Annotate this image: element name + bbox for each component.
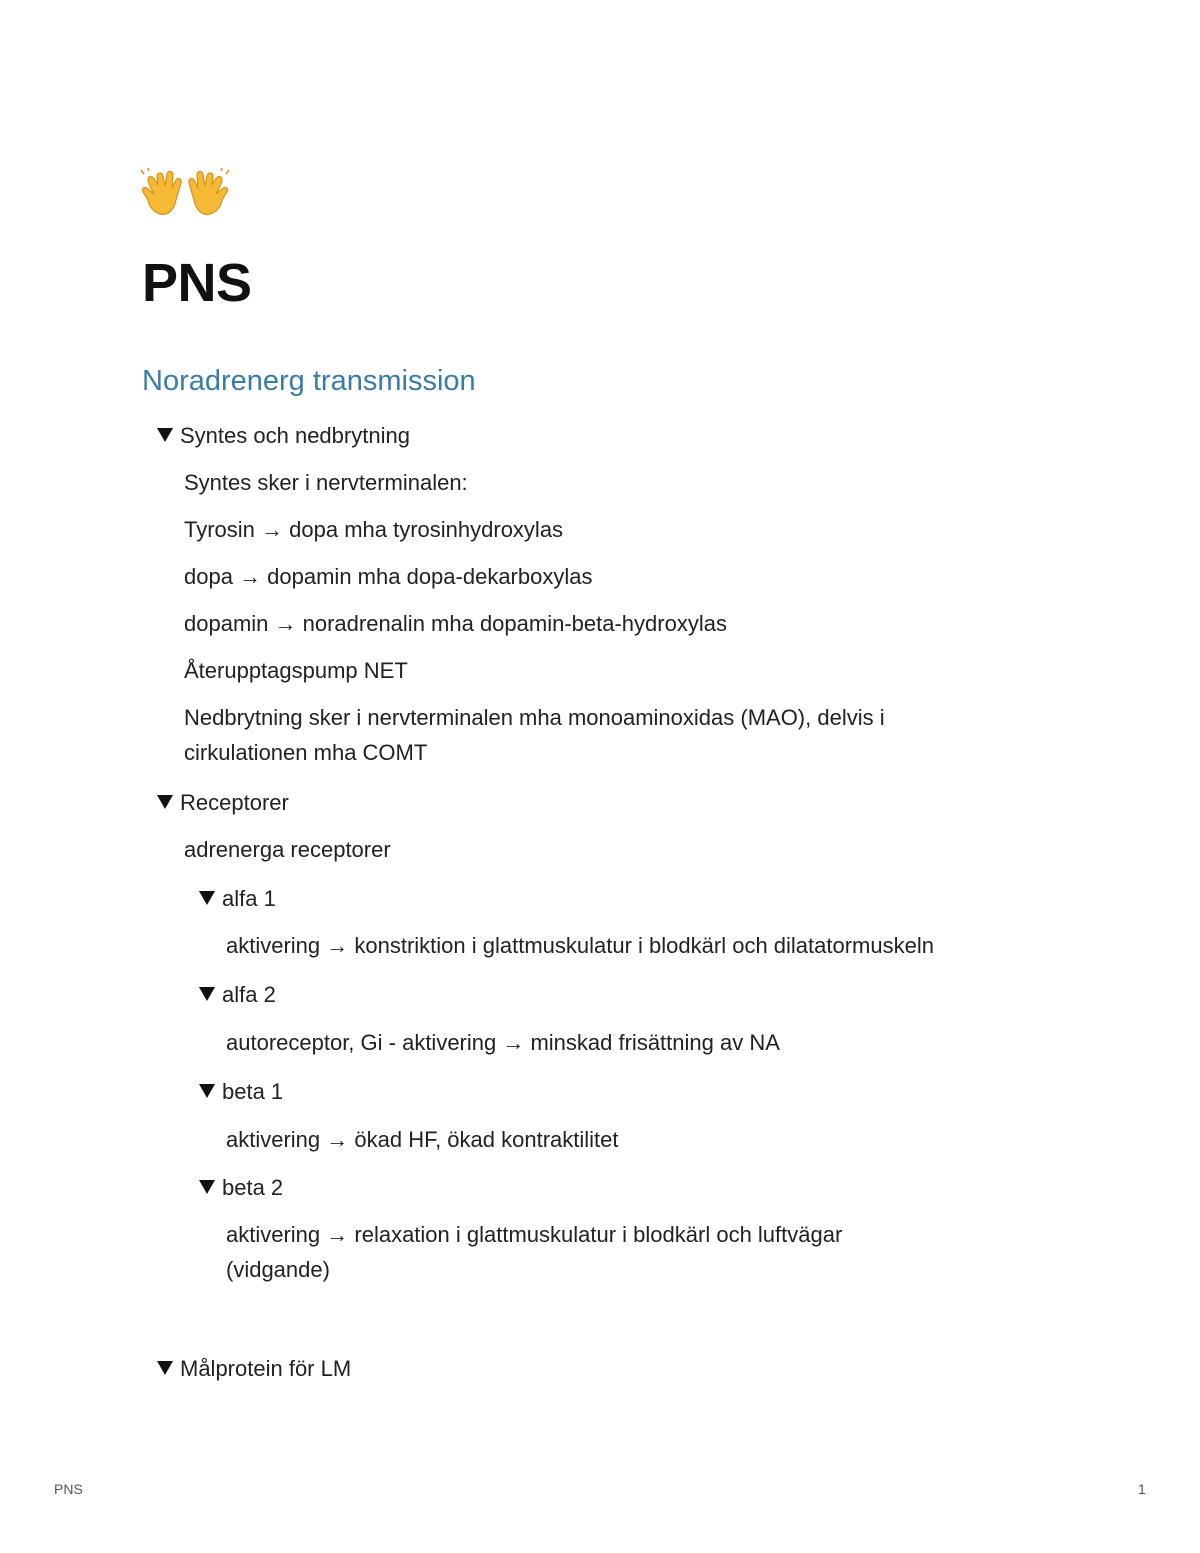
toggle-beta-1[interactable]: [199, 1074, 283, 1109]
text-line: aktivering → ökad HF, ökad kontraktilitet: [226, 1127, 619, 1152]
toggle-triangle-icon[interactable]: [199, 891, 215, 905]
open-hands-icon: [140, 168, 230, 222]
text-line: Syntes sker i nervterminalen:: [184, 470, 468, 495]
toggle-label: Målprotein för LM: [180, 1356, 352, 1381]
toggle-alfa-1[interactable]: [199, 881, 276, 916]
toggle-triangle-icon[interactable]: [157, 795, 173, 809]
toggle-label: alfa 2: [222, 982, 276, 1007]
text-line: dopamin → noradrenalin mha dopamin-beta-hydroxylas: [184, 611, 727, 636]
toggle-triangle-icon[interactable]: [199, 987, 215, 1001]
text-line: autoreceptor, Gi - aktivering → minskad frisättning av NA: [226, 1030, 780, 1055]
text-line: dopa → dopamin mha dopa-dekarboxylas: [184, 564, 593, 589]
text-line: adrenerga receptorer: [184, 837, 391, 862]
page-title: PNS: [142, 253, 252, 313]
toggle-syntes-och-nedbrytning[interactable]: [157, 418, 410, 453]
text-line: cirkulationen mha COMT: [184, 740, 428, 765]
toggle-triangle-icon[interactable]: [157, 1361, 173, 1375]
toggle-label: beta 2: [222, 1175, 284, 1200]
section-heading: Noradrenerg transmission: [142, 365, 476, 397]
text-line: Nedbrytning sker i nervterminalen mha monoaminoxidas (MAO), delvis i: [184, 705, 885, 730]
text-line: aktivering → konstriktion i glattmuskulatur i blodkärl och dilatatormuskeln: [226, 933, 934, 958]
text-line: Tyrosin → dopa mha tyrosinhydroxylas: [184, 517, 564, 542]
toggle-beta-2[interactable]: [199, 1170, 283, 1205]
toggle-label: Receptorer: [180, 790, 289, 815]
toggle-triangle-icon[interactable]: [199, 1180, 215, 1194]
text-line: aktivering → relaxation i glattmuskulatur i blodkärl och luftvägar: [226, 1222, 843, 1247]
toggle-label: Syntes och nedbrytning: [180, 423, 410, 448]
toggle-label: alfa 1: [222, 886, 276, 911]
page-number: 1: [1138, 1481, 1146, 1497]
footer-title: PNS: [54, 1481, 83, 1497]
toggle-triangle-icon[interactable]: [199, 1084, 215, 1098]
toggle-label: beta 1: [222, 1079, 284, 1104]
toggle-malprotein-for-lm[interactable]: [157, 1351, 351, 1386]
text-line: (vidgande): [226, 1257, 330, 1282]
toggle-receptorer[interactable]: [157, 785, 289, 820]
toggle-triangle-icon[interactable]: [157, 428, 173, 442]
text-line: Återupptagspump NET: [184, 658, 408, 683]
toggle-alfa-2[interactable]: [199, 977, 276, 1012]
